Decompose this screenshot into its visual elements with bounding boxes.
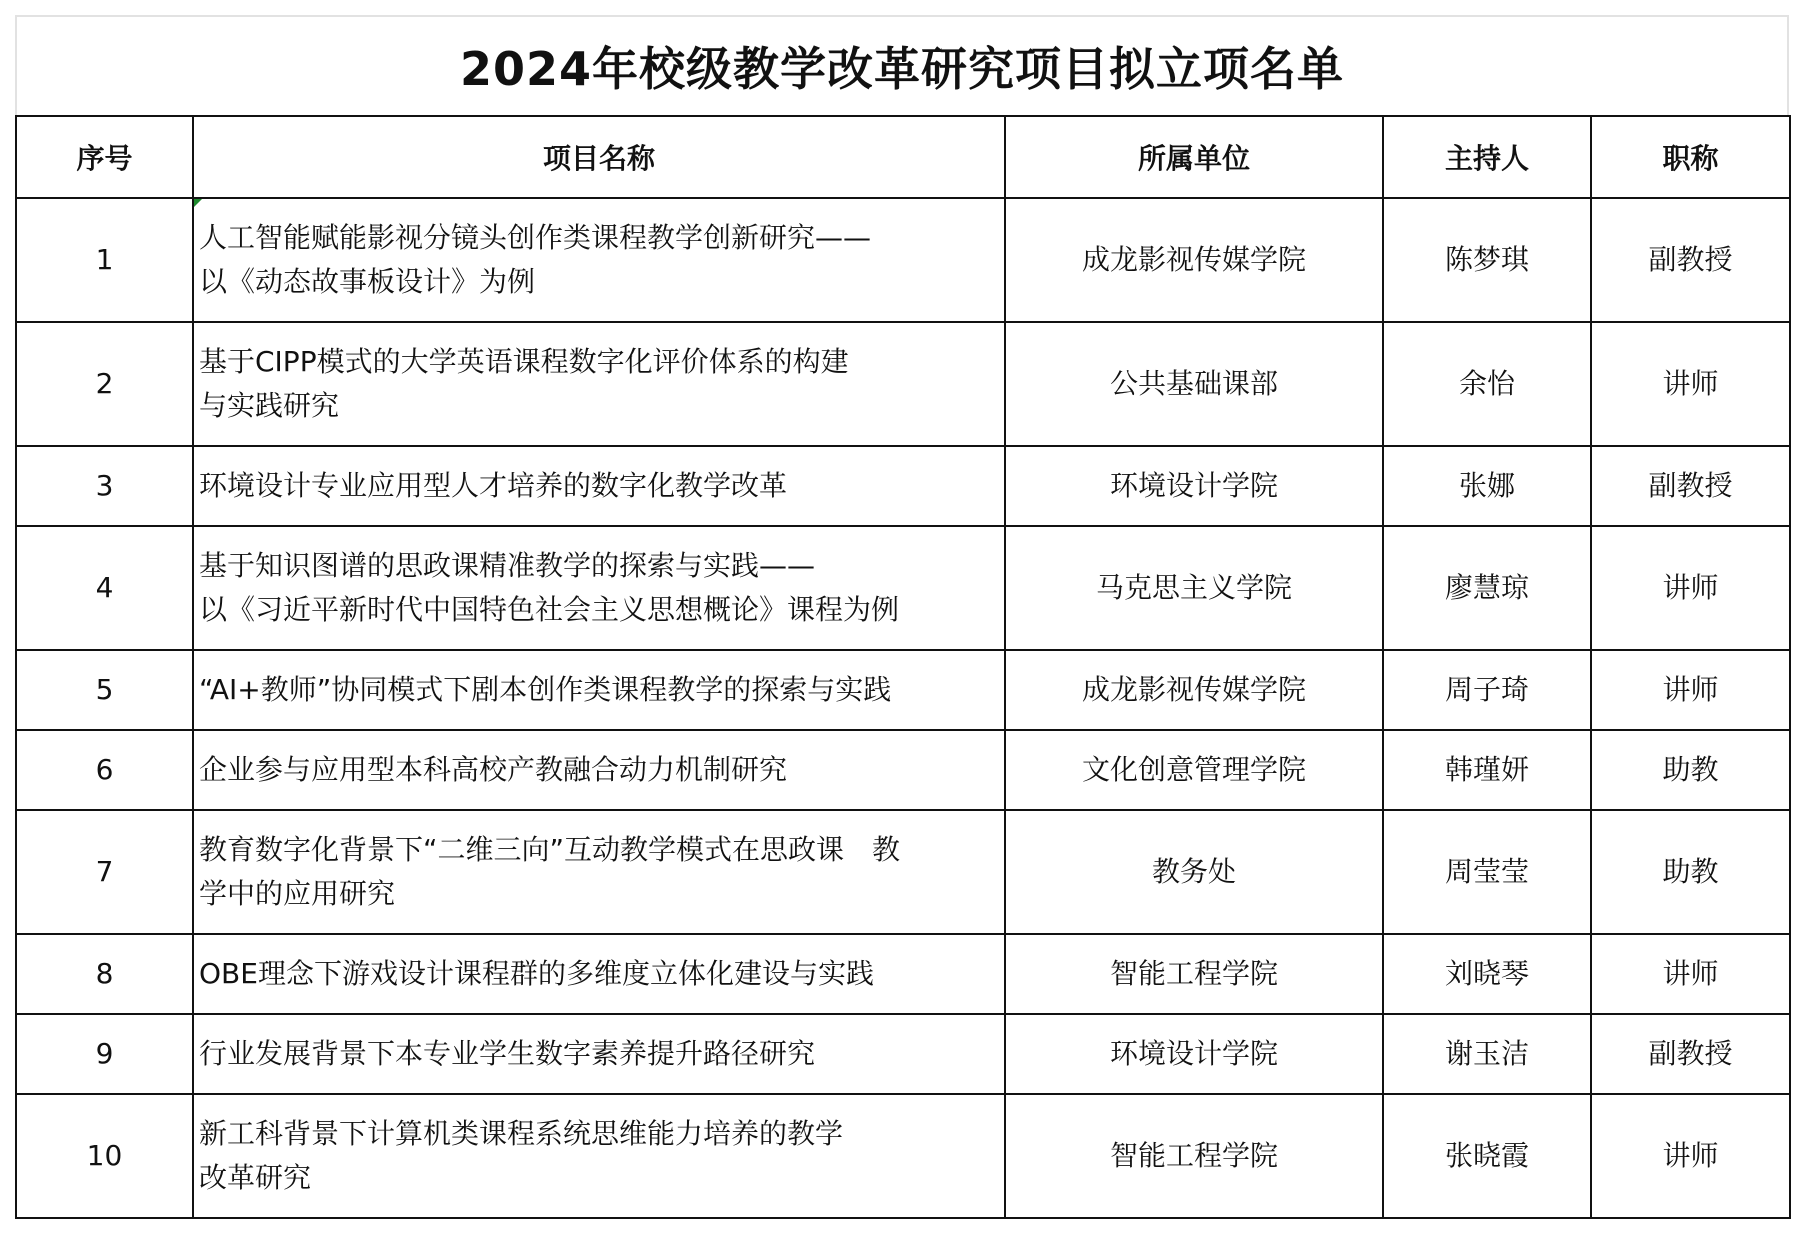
header-rank[interactable]: 职称 — [1591, 116, 1790, 198]
cell-host[interactable]: 余怡 — [1383, 322, 1591, 446]
cell-rank[interactable]: 讲师 — [1591, 934, 1790, 1014]
cell-project-name[interactable] — [193, 322, 1005, 446]
cell-host[interactable]: 韩瑾妍 — [1383, 730, 1591, 810]
cell-index[interactable]: 2 — [16, 322, 193, 446]
cell-host[interactable]: 陈梦琪 — [1383, 198, 1591, 322]
cell-unit[interactable]: 成龙影视传媒学院 — [1005, 198, 1383, 322]
project-name-line: 人工智能赋能影视分镜头创作类课程教学创新研究—— — [199, 221, 872, 254]
table-row — [16, 1014, 1790, 1094]
page-title: 2024年校级教学改革研究项目拟立项名单 — [459, 42, 1345, 96]
cell-unit[interactable]: 环境设计学院 — [1005, 446, 1383, 526]
project-name-line: 企业参与应用型本科高校产教融合动力机制研究 — [199, 753, 788, 786]
header-index[interactable]: 序号 — [16, 116, 193, 198]
table-row — [16, 322, 1790, 446]
project-name-line: 基于知识图谱的思政课精准教学的探索与实践—— — [199, 549, 816, 582]
cell-rank[interactable]: 讲师 — [1591, 526, 1790, 650]
cell-index[interactable]: 7 — [16, 810, 193, 934]
cell-comment-marker — [194, 199, 202, 207]
cell-unit[interactable]: 智能工程学院 — [1005, 934, 1383, 1014]
cell-host[interactable]: 周莹莹 — [1383, 810, 1591, 934]
project-name-line: 学中的应用研究 — [199, 877, 396, 910]
cell-unit[interactable]: 教务处 — [1005, 810, 1383, 934]
table-row — [16, 650, 1790, 730]
table-row — [16, 198, 1790, 322]
cell-project-name[interactable] — [193, 934, 1005, 1014]
cell-project-name[interactable] — [193, 810, 1005, 934]
cell-index[interactable]: 10 — [16, 1094, 193, 1218]
project-name-line: 改革研究 — [199, 1161, 312, 1194]
cell-rank[interactable]: 副教授 — [1591, 446, 1790, 526]
cell-host[interactable]: 张晓霞 — [1383, 1094, 1591, 1218]
project-name-line: 以《动态故事板设计》为例 — [199, 265, 536, 298]
cell-rank[interactable]: 讲师 — [1591, 322, 1790, 446]
project-name-line: OBE理念下游戏设计课程群的多维度立体化建设与实践 — [199, 957, 874, 990]
cell-rank[interactable]: 副教授 — [1591, 198, 1790, 322]
cell-index[interactable]: 1 — [16, 198, 193, 322]
table-row — [16, 1094, 1790, 1218]
cell-rank[interactable]: 讲师 — [1591, 650, 1790, 730]
spreadsheet — [15, 15, 1789, 1219]
table-row — [16, 730, 1790, 810]
project-table — [15, 115, 1791, 1219]
cell-rank[interactable]: 副教授 — [1591, 1014, 1790, 1094]
cell-index[interactable]: 8 — [16, 934, 193, 1014]
cell-index[interactable]: 9 — [16, 1014, 193, 1094]
project-name-line: 与实践研究 — [199, 389, 340, 422]
cell-unit[interactable]: 智能工程学院 — [1005, 1094, 1383, 1218]
cell-unit[interactable]: 公共基础课部 — [1005, 322, 1383, 446]
cell-rank[interactable]: 讲师 — [1591, 1094, 1790, 1218]
cell-project-name[interactable] — [193, 198, 1005, 322]
title-bar — [15, 15, 1789, 115]
header-row — [16, 116, 1790, 198]
cell-index[interactable]: 6 — [16, 730, 193, 810]
header-host[interactable]: 主持人 — [1383, 116, 1591, 198]
cell-rank[interactable]: 助教 — [1591, 730, 1790, 810]
cell-rank[interactable]: 助教 — [1591, 810, 1790, 934]
cell-project-name[interactable] — [193, 650, 1005, 730]
cell-unit[interactable]: 环境设计学院 — [1005, 1014, 1383, 1094]
project-name-line: 行业发展背景下本专业学生数字素养提升路径研究 — [199, 1037, 816, 1070]
cell-project-name[interactable] — [193, 1014, 1005, 1094]
cell-host[interactable]: 张娜 — [1383, 446, 1591, 526]
cell-unit[interactable]: 文化创意管理学院 — [1005, 730, 1383, 810]
table-row — [16, 810, 1790, 934]
cell-index[interactable]: 4 — [16, 526, 193, 650]
cell-index[interactable]: 3 — [16, 446, 193, 526]
cell-host[interactable]: 刘晓琴 — [1383, 934, 1591, 1014]
cell-index[interactable]: 5 — [16, 650, 193, 730]
project-name-line: 教育数字化背景下“二维三向”互动教学模式在思政课 教 — [199, 833, 901, 866]
project-name-line: 基于CIPP模式的大学英语课程数字化评价体系的构建 — [199, 345, 849, 378]
project-name-line: “AI+教师”协同模式下剧本创作类课程教学的探索与实践 — [199, 673, 892, 706]
cell-unit[interactable]: 马克思主义学院 — [1005, 526, 1383, 650]
header-name[interactable]: 项目名称 — [193, 116, 1005, 198]
table-row — [16, 446, 1790, 526]
cell-project-name[interactable] — [193, 730, 1005, 810]
table-row — [16, 934, 1790, 1014]
cell-host[interactable]: 谢玉洁 — [1383, 1014, 1591, 1094]
cell-unit[interactable]: 成龙影视传媒学院 — [1005, 650, 1383, 730]
header-unit[interactable]: 所属单位 — [1005, 116, 1383, 198]
cell-project-name[interactable] — [193, 1094, 1005, 1218]
cell-host[interactable]: 周子琦 — [1383, 650, 1591, 730]
project-name-line: 以《习近平新时代中国特色社会主义思想概论》课程为例 — [199, 593, 900, 626]
cell-host[interactable]: 廖慧琼 — [1383, 526, 1591, 650]
project-name-line: 环境设计专业应用型人才培养的数字化教学改革 — [199, 469, 788, 502]
table-row — [16, 526, 1790, 650]
cell-project-name[interactable] — [193, 446, 1005, 526]
cell-project-name[interactable] — [193, 526, 1005, 650]
project-name-line: 新工科背景下计算机类课程系统思维能力培养的教学 — [199, 1117, 844, 1150]
